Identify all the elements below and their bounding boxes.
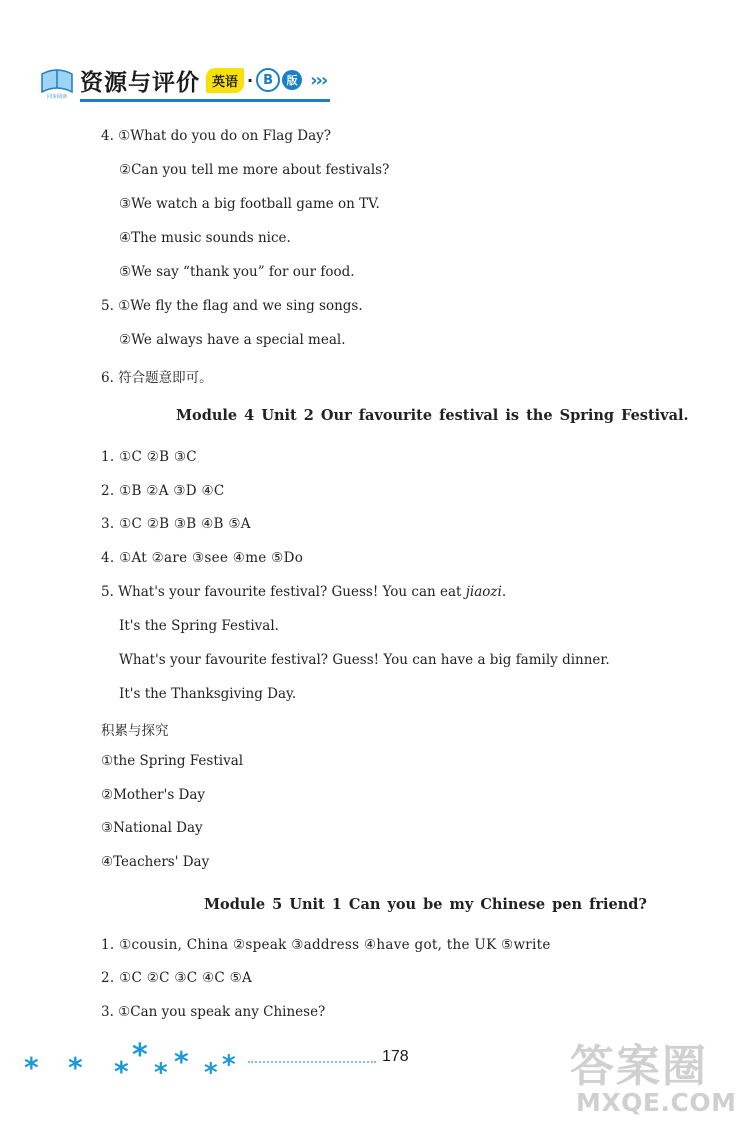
answer-line: 4. ①At ②are ③see ④me ⑤Do [101, 550, 304, 566]
answer-line: 3. ①C ②B ③B ④B ⑤A [101, 516, 251, 532]
book-logo-icon [38, 60, 76, 100]
answer-line: ④The music sounds nice. [119, 230, 291, 246]
svg-text:*: * [174, 1045, 189, 1078]
answer-line: 1. ①cousin, China ②speak ③address ④have got, the UK ⑤write [101, 937, 551, 953]
answer-line: ④Teachers' Day [101, 854, 210, 870]
section-title: 积累与探究 [101, 723, 169, 739]
answer-line: ①the Spring Festival [101, 753, 244, 769]
answer-line: It's the Thanksgiving Day. [119, 686, 297, 702]
answer-line: 3. ①Can you speak any Chinese? [101, 1004, 326, 1020]
page-header [0, 0, 750, 110]
answer-line: 2. ①B ②A ③D ④C [101, 483, 225, 499]
answer-line: 6. 符合题意即可。 [101, 370, 213, 386]
module-heading: Module 5 Unit 1 Can you be my Chinese pen friend? [204, 896, 647, 913]
svg-text:*: * [68, 1051, 83, 1084]
answer-line: What's your favourite festival? Guess! You can have a big family dinner. [119, 652, 610, 668]
answer-line: ⑤We say “thank you” for our food. [119, 264, 355, 280]
answer-line: ③National Day [101, 820, 203, 836]
answer-line: ③We watch a big football game on TV. [119, 196, 380, 212]
svg-text:*: * [114, 1055, 129, 1088]
svg-text:*: * [204, 1058, 218, 1088]
answer-text: . [501, 584, 507, 600]
brand [80, 62, 326, 98]
watermark-text: 答案圈 [570, 1041, 708, 1092]
watermark-url: MXQE.COM [576, 1088, 737, 1117]
svg-text:*: * [222, 1050, 236, 1080]
answer-line: ②We always have a special meal. [119, 332, 346, 348]
footer-dotted-rule [248, 1061, 376, 1063]
module-heading: Module 4 Unit 2 Our favourite festival is the Spring Festival. [176, 407, 689, 424]
watermark [570, 1030, 745, 1125]
edition-badge: B [256, 68, 280, 92]
answer-line: 1. ①C ②B ③C [101, 449, 197, 465]
svg-text:*: * [154, 1058, 168, 1088]
answer-line: 2. ①C ②C ③C ④C ⑤A [101, 970, 253, 986]
page-number: 178 [382, 1048, 409, 1065]
svg-text:*: * [132, 1038, 148, 1073]
star-decoration-icon [18, 1035, 258, 1095]
answer-text: 5. What's your favourite festival? Guess! You can eat [101, 584, 466, 600]
subject-badge: 英语 [206, 68, 244, 93]
svg-text:*: * [24, 1051, 39, 1084]
answer-line [101, 584, 506, 600]
edition-suffix-badge: 版 [282, 70, 302, 90]
title-separator: · [247, 70, 254, 90]
logo-caption: 同步阅读 [46, 94, 68, 100]
chevron-right-icon: ››› [310, 69, 327, 91]
answer-italic: jiaozi [465, 584, 502, 600]
header-underline [80, 99, 330, 102]
answer-line: 4. ①What do you do on Flag Day? [101, 128, 331, 144]
answer-line: 5. ①We fly the flag and we sing songs. [101, 298, 363, 314]
answer-line: ②Can you tell me more about festivals? [119, 162, 390, 178]
answer-line: It's the Spring Festival. [119, 618, 279, 634]
answer-line: ②Mother's Day [101, 787, 206, 803]
book-title: 资源与评价 [80, 69, 200, 96]
